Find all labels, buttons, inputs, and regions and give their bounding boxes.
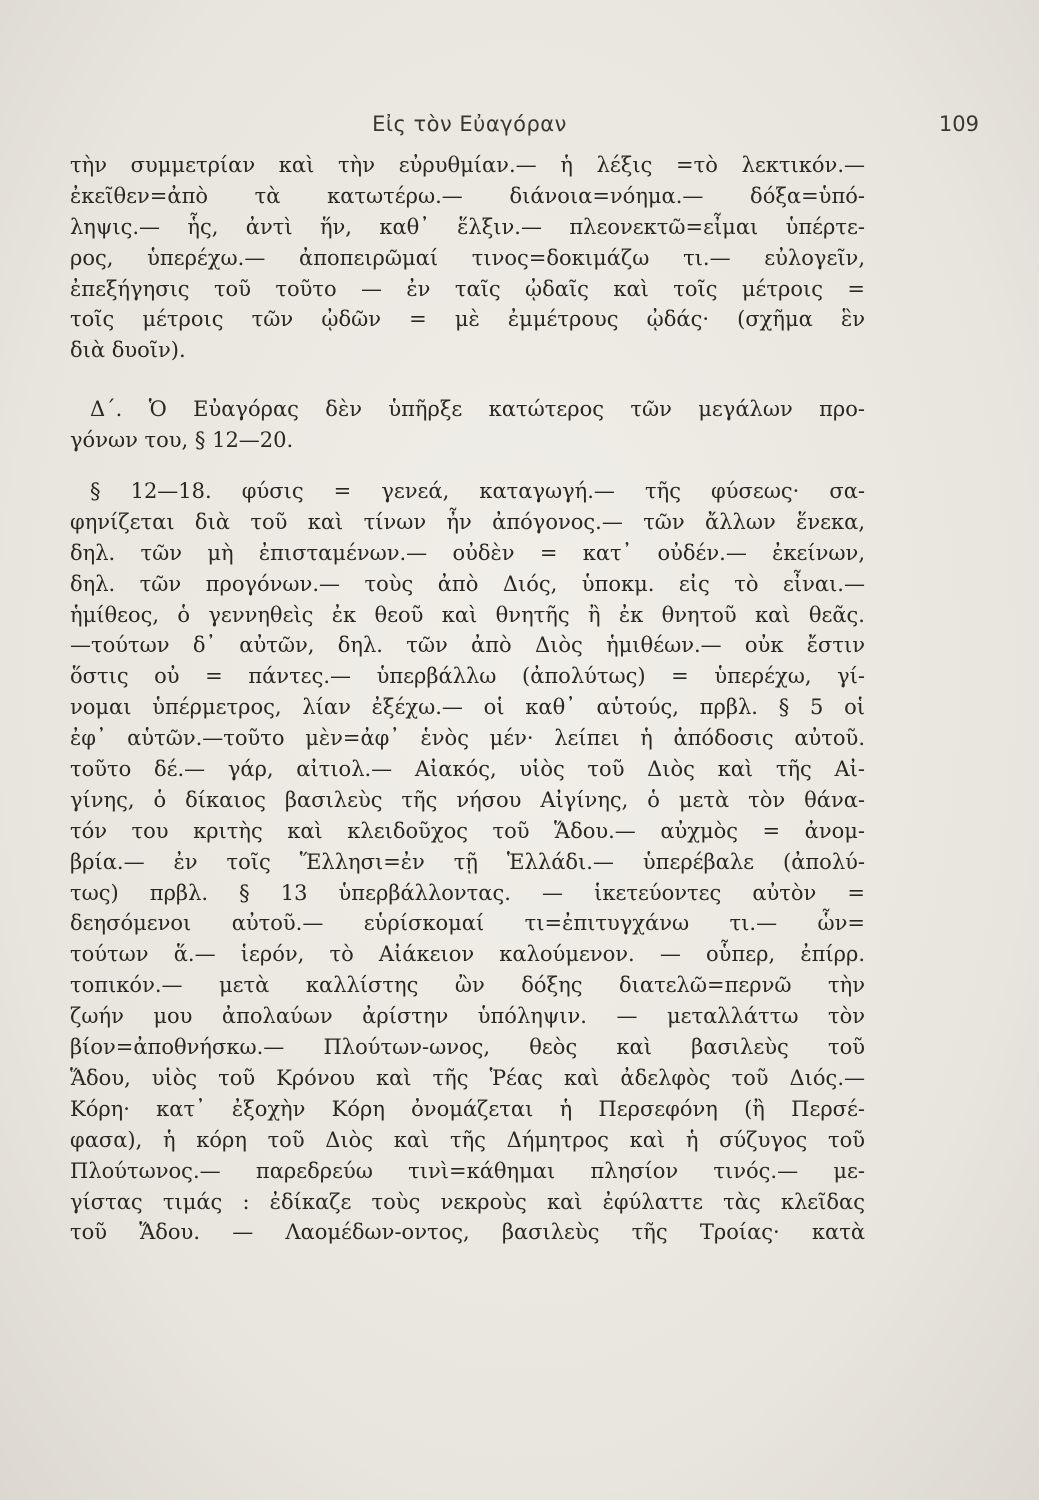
text-line: ζωήν μου ἀπολαύων ἀρίστην ὑπόληψιν. — μεταλλάττω τὸν [70, 1004, 865, 1029]
text-line: γίνης, ὁ δίκαιος βασιλεὺς τῆς νήσου Αἰγίνης, ὁ μετὰ τὸν θάνα- [70, 787, 865, 812]
text-line: ἐπεξήγησις τοῦ τοῦτο — ἐν ταῖς ᾠδαῖς καὶ τοῖς μέτροις = [70, 276, 865, 301]
text-line: ρος, ὑπερέχω.— ἀποπειρῶμαί τινος=δοκιμάζω τι.— εὐλογεῖν, [70, 245, 865, 270]
running-head: Εἰς τὸν Εὐαγόραν [372, 112, 567, 136]
text-line: δεησόμενοι αὐτοῦ.— εὑρίσκομαί τι=ἐπιτυγχάνω τι.— ὧν= [70, 911, 865, 936]
text-line: τοῖς μέτροις τῶν ᾠδῶν = μὲ ἐμμέτρους ᾠδάς· (σχῆμα ἓν [70, 307, 865, 332]
text-line: βίον=ἀποθνήσκω.— Πλούτων-ωνος, θεὸς καὶ βασιλεὺς τοῦ [70, 1035, 865, 1060]
text-line: τοῦτο δέ.— γάρ, αἰτιολ.— Αἰακός, υἱὸς τοῦ Διὸς καὶ τῆς Αἰ- [70, 757, 865, 782]
page-number: 109 [938, 112, 979, 136]
text-line: δηλ. τῶν μὴ ἐπισταμένων.— οὐδὲν = κατ᾿ οὐδέν.— ἐκείνων, [70, 540, 865, 565]
text-line: Ἅδου, υἱὸς τοῦ Κρόνου καὶ τῆς Ῥέας καὶ ἀδελφὸς τοῦ Διός.— [70, 1065, 865, 1090]
text-line: τοπικόν.— μετὰ καλλίστης ὢν δόξης διατελῶ=περνῶ τὴν [70, 973, 865, 998]
text-line: ἐφ᾿ αὑτῶν.—τοῦτο μὲν=ἀφ᾿ ἑνὸς μέν· λείπει ἡ ἀπόδοσις αὐτοῦ. [70, 726, 865, 751]
text-line: § 12—18. φύσις = γενεά, καταγωγή.— τῆς φύσεως· σα- [90, 479, 865, 504]
text-line: τως) πρβλ. § 13 ὑπερβάλλοντας. — ἱκετεύοντες αὐτὸν = [70, 880, 865, 905]
text-line: φηνίζεται διὰ τοῦ καὶ τίνων ἦν ἀπόγονος.— τῶν ἄλλων ἕνεκα, [70, 509, 865, 534]
text-line: δηλ. τῶν προγόνων.— τοὺς ἀπὸ Διός, ὑποκμ. εἰς τὸ εἶναι.— [70, 571, 865, 596]
text-line: τόν του κριτὴς καὶ κλειδοῦχος τοῦ Ἅδου.— αὐχμὸς = ἀνομ- [70, 818, 865, 843]
text-line: ἡμίθεος, ὁ γεννηθεὶς ἐκ θεοῦ καὶ θνητῆς ἢ ἐκ θνητοῦ καὶ θεᾶς. [70, 602, 865, 627]
notes-main [70, 476, 865, 1248]
text-line: Κόρη· κατ᾿ ἐξοχὴν Κόρη ὀνομάζεται ἡ Περσεφόνη (ἢ Περσέ- [70, 1096, 865, 1121]
heading-line: γόνων του, § 12—20. [70, 428, 294, 453]
text-line: νομαι ὑπέρμετρος, λίαν ἐξέχω.— οἱ καθ᾿ αὑτούς, πρβλ. § 5 οἱ [70, 695, 865, 720]
text-line: βρία.— ἐν τοῖς Ἕλλησι=ἐν τῇ Ἑλλάδι.— ὑπερέβαλε (ἀπολύ- [70, 849, 865, 874]
text-line: ἐκεῖθεν=ἀπὸ τὰ κατωτέρω.— διάνοια=νόημα.— δόξα=ὑπό- [70, 183, 865, 208]
page-header [60, 112, 979, 142]
section-heading [70, 394, 865, 456]
text-line: τὴν συμμετρίαν καὶ τὴν εὐρυθμίαν.— ἡ λέξις =τὸ λεκτικόν.— [70, 153, 865, 177]
text-line: γίστας τιμάς : ἐδίκαζε τοὺς νεκροὺς καὶ ἐφύλαττε τὰς κλεῖδας [70, 1189, 865, 1214]
text-line: φασα), ἡ κόρη τοῦ Διὸς καὶ τῆς Δήμητρος καὶ ἡ σύζυγος τοῦ [70, 1127, 865, 1152]
text-line: Πλούτωνος.— παρεδρεύω τινὶ=κάθημαι πλησίον τινός.— με- [70, 1158, 865, 1183]
text-line: ληψις.— ἧς, ἀντὶ ἥν, καθ᾿ ἕλξιν.— πλεονεκτῶ=εἶμαι ὑπέρτε- [70, 214, 865, 239]
text-line: τούτων ἅ.— ἱερόν, τὸ Αἰάκειον καλούμενον. — οὗπερ, ἐπίρρ. [70, 942, 865, 967]
text-line: διὰ δυοῖν). [70, 338, 186, 363]
page-body [70, 150, 865, 1248]
text-line: τοῦ Ἅδου. — Λαομέδων-οντος, βασιλεὺς τῆς Τροίας· κατὰ [70, 1220, 865, 1245]
text-line: —τούτων δ᾿ αὐτῶν, δηλ. τῶν ἀπὸ Διὸς ἡμιθέων.— οὐκ ἔστιν [70, 633, 865, 658]
notes-top [70, 150, 865, 366]
heading-line: Δ΄. Ὁ Εὐαγόρας δὲν ὑπῆρξε κατώτερος τῶν μεγάλων προ- [90, 397, 865, 422]
text-line: ὅστις οὐ = πάντες.— ὑπερβάλλω (ἀπολύτως) = ὑπερέχω, γί- [70, 664, 865, 689]
